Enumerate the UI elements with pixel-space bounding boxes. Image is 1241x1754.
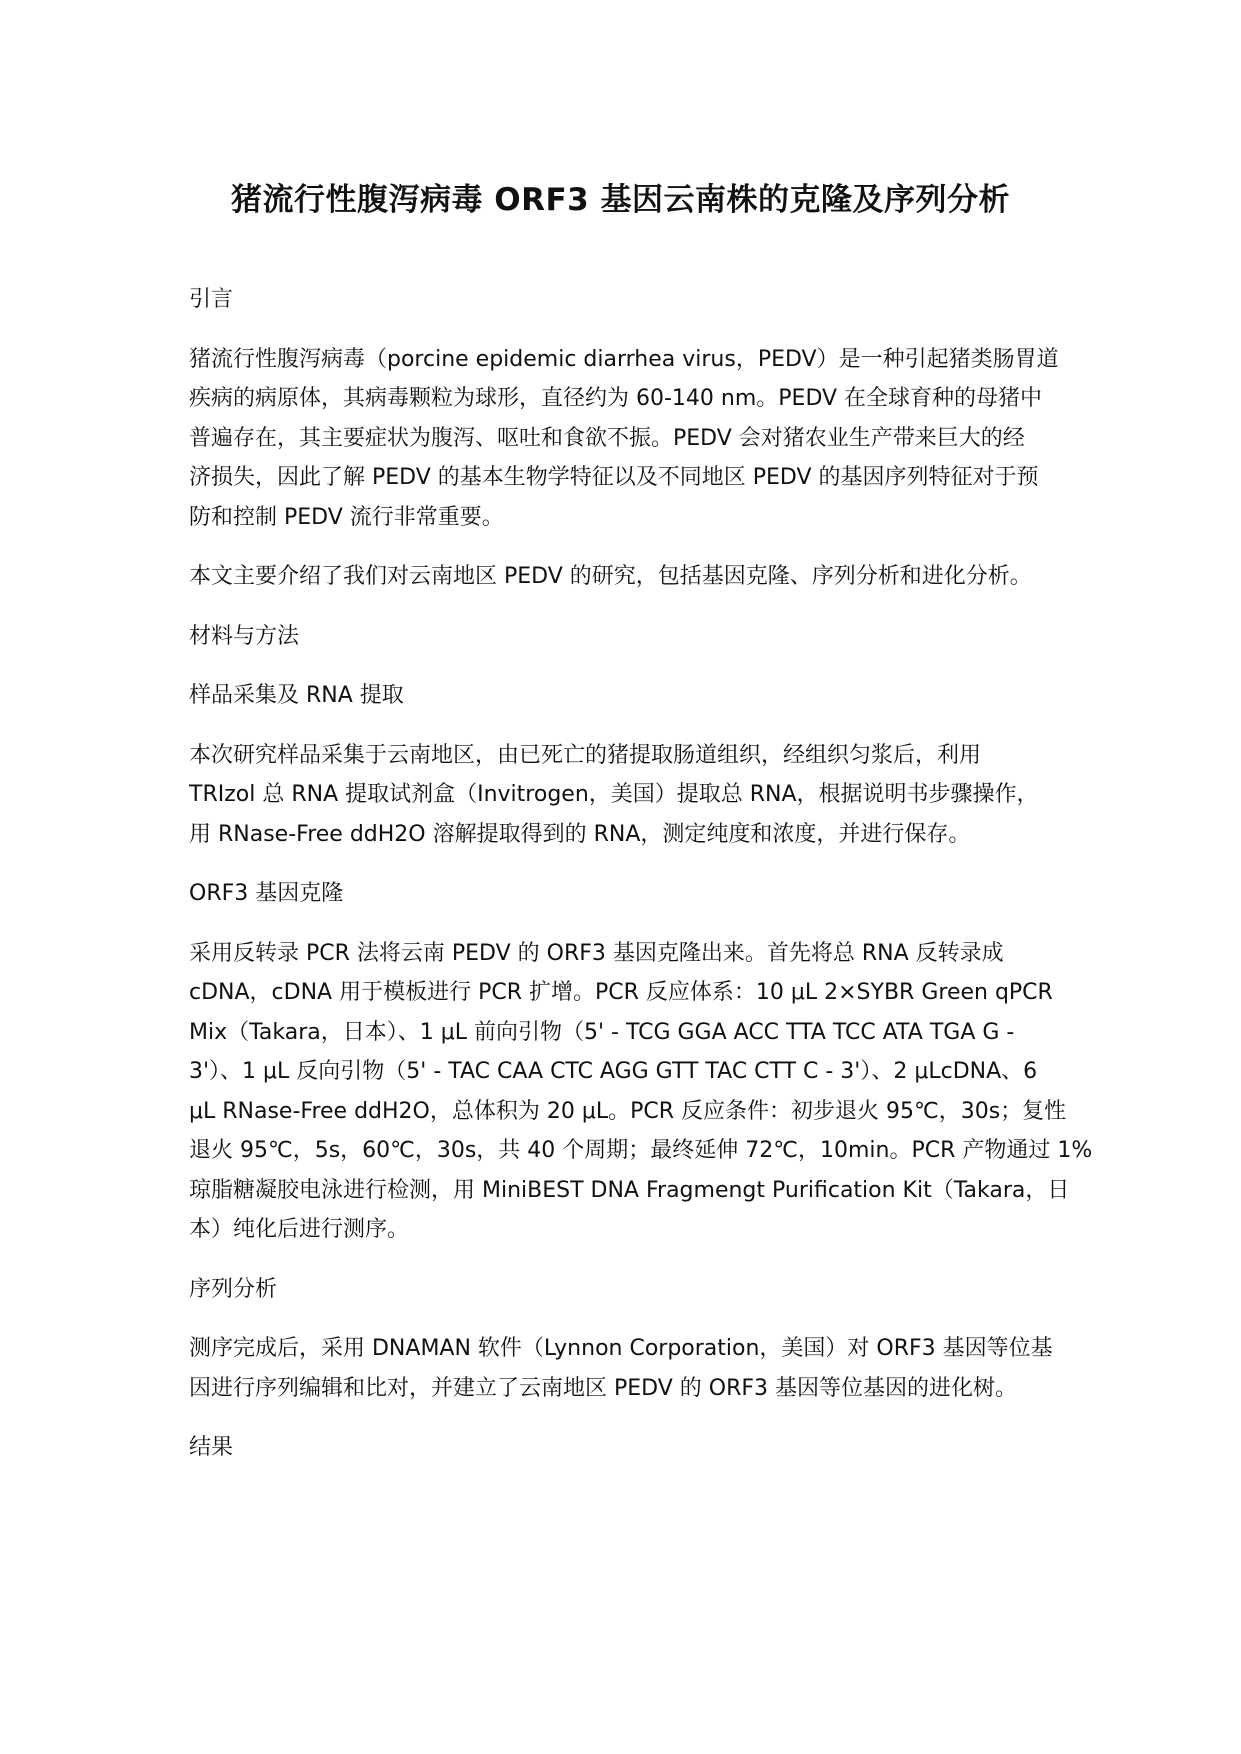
section-heading-sampling: 样品采集及 RNA 提取 <box>189 683 404 708</box>
text-line: 疾病的病原体，其病毒颗粒为球形，直径约为 60-140 nm。PEDV 在全球育种的母猪中 <box>189 386 1043 411</box>
paragraph-intro-2 <box>189 557 1089 597</box>
section-heading-results: 结果 <box>189 1435 234 1460</box>
text-line: 本）纯化后进行测序。 <box>189 1217 410 1242</box>
text-line: Mix（Takara，日本）、1 μL 前向引物（5' - TCG GGA ACC TTA TCC ATA TGA G - <box>189 1019 1015 1045</box>
text-line: μL RNase-Free ddH2O，总体积为 20 μL。PCR 反应条件：初步退火 95℃，30s；复性 <box>189 1098 1067 1124</box>
paragraph-cloning <box>189 934 1093 1250</box>
text-line: 普遍存在，其主要症状为腹泻、呕吐和食欲不振。PEDV 会对猪农业生产带来巨大的经 <box>189 425 1025 451</box>
paragraph-intro-1 <box>189 340 1089 538</box>
document-title: 猪流行性腹泻病毒 ORF3 基因云南株的克隆及序列分析 <box>230 182 1011 218</box>
text-line: 本文主要介绍了我们对云南地区 PEDV 的研究，包括基因克隆、序列分析和进化分析。 <box>189 564 1032 589</box>
text-line: cDNA，cDNA 用于模板进行 PCR 扩增。PCR 反应体系：10 μL 2×SYBR Green qPCR <box>189 980 1053 1005</box>
text-line: 退火 95℃，5s，60℃，30s，共 40 个周期；最终延伸 72℃，10min。PCR 产物通过 1% <box>189 1138 1093 1163</box>
section-heading-methods: 材料与方法 <box>189 623 300 649</box>
text-line: 因进行序列编辑和比对，并建立了云南地区 PEDV 的 ORF3 基因等位基因的进化树。 <box>189 1375 1017 1401</box>
section-heading-intro: 引言 <box>189 287 234 312</box>
text-line: 测序完成后，采用 DNAMAN 软件（Lynnon Corporation，美国）对 ORF3 基因等位基 <box>189 1336 1053 1361</box>
section-heading-cloning: ORF3 基因克隆 <box>189 881 344 906</box>
text-line: 用 RNase-Free ddH2O 溶解提取得到的 RNA，测定纯度和浓度，并进行保存。 <box>189 821 971 847</box>
text-line: 琼脂糖凝胶电泳进行检测，用 MiniBEST DNA Fragmengt Purification Kit（Takara，日 <box>189 1177 1070 1203</box>
text-line: 采用反转录 PCR 法将云南 PEDV 的 ORF3 基因克隆出来。首先将总 RNA 反转录成 <box>189 940 1004 966</box>
section-heading-sequence: 序列分析 <box>189 1276 278 1302</box>
text-line: 猪流行性腹泻病毒（porcine epidemic diarrhea virus，PEDV）是一种引起猪类肠胃道 <box>189 346 1059 372</box>
text-line: TRIzol 总 RNA 提取试剂盒（Invitrogen，美国）提取总 RNA，根据说明书步骤操作， <box>189 782 1039 807</box>
text-line: 3'）、1 μL 反向引物（5' - TAC CAA CTC AGG GTT TAC CTT C - 3'）、2 μLcDNA、6 <box>189 1059 1038 1084</box>
text-line: 济损失，因此了解 PEDV 的基本生物学特征以及不同地区 PEDV 的基因序列特征对于预 <box>189 465 1039 490</box>
document-body <box>189 280 1093 1488</box>
text-line: 防和控制 PEDV 流行非常重要。 <box>189 504 504 530</box>
paragraph-sequence <box>189 1329 1089 1408</box>
text-line: 本次研究样品采集于云南地区，由已死亡的猪提取肠道组织，经组织匀浆后，利用 <box>189 742 982 768</box>
paragraph-sampling <box>189 736 1089 855</box>
